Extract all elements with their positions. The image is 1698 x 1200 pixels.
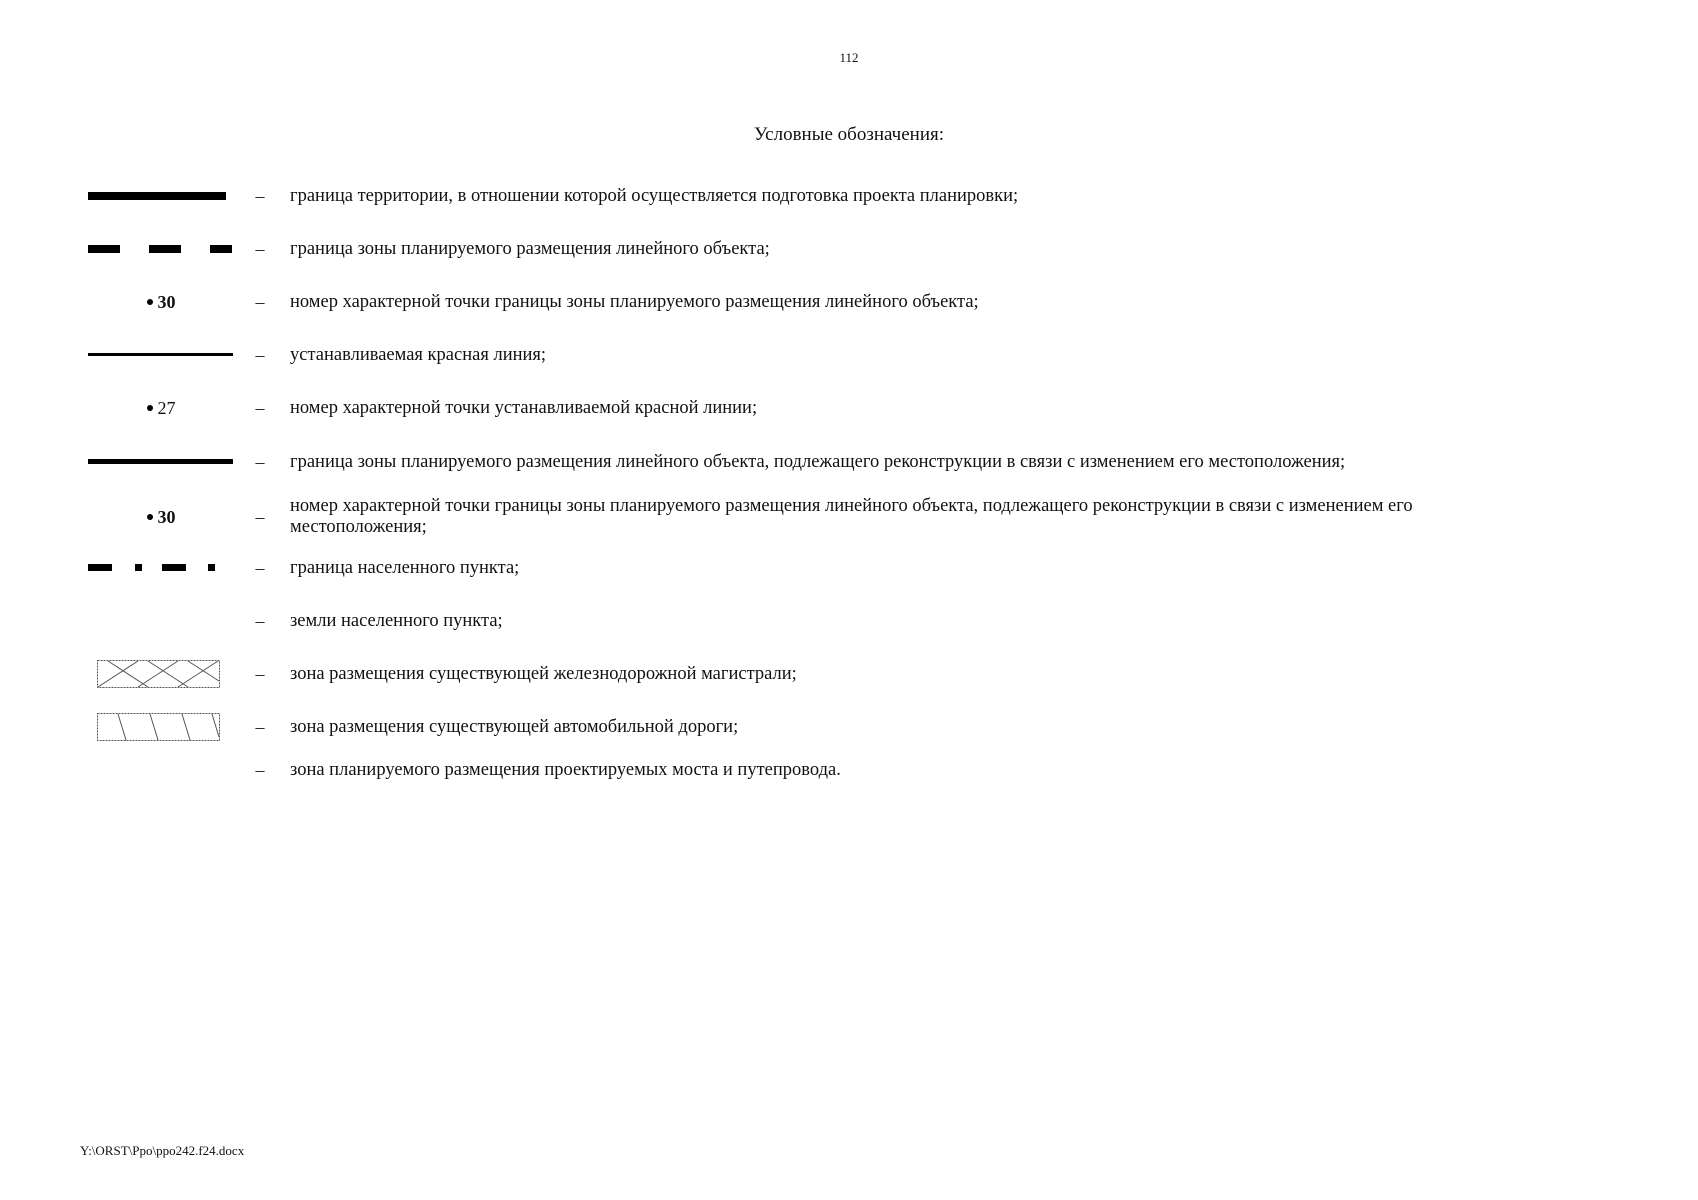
dash-dot-line-symbol (88, 548, 234, 588)
point-dot-icon (147, 405, 153, 411)
legend-description: граница зоны планируемого размещения линейного объекта, подлежащего реконструкции в связи с изменением его местоположения; (290, 451, 1346, 472)
legend-dash: – (255, 186, 265, 206)
legend-row-red-line (0, 335, 1698, 375)
legend-row-reconstruction-point-number (0, 495, 1698, 539)
legend-row-linear-object-zone (0, 229, 1698, 269)
legend-row-bridge-zone (0, 750, 1698, 790)
legend-description: номер характерной точки границы зоны планируемого размещения линейного объекта; (290, 291, 979, 312)
thick-dashed-line-symbol (88, 229, 234, 269)
point-dot-icon (147, 299, 153, 305)
page-number: 112 (839, 50, 859, 65)
point-number: 30 (157, 507, 176, 527)
thick-solid-line-symbol (88, 176, 234, 216)
legend-description: зона размещения существующей автомобильной дороги; (290, 716, 739, 737)
thin-solid-line-symbol (88, 335, 234, 375)
empty-symbol (88, 750, 234, 790)
legend-description: граница зоны планируемого размещения линейного объекта; (290, 238, 770, 259)
point-dot-icon (147, 514, 153, 520)
legend-title: Условные обозначения: (753, 124, 945, 145)
legend-description: номер характерной точки устанавливаемой красной линии; (290, 397, 758, 418)
legend-dash: – (255, 717, 265, 737)
legend-row-settlement-lands (0, 601, 1698, 641)
legend-description: устанавливаемая красная линия; (290, 344, 547, 365)
legend-row-road-zone (0, 707, 1698, 747)
legend-dash: – (255, 611, 265, 631)
legend-description: зона размещения существующей железнодорожной магистрали; (290, 663, 797, 684)
legend-dash: – (255, 292, 265, 312)
cross-hatch-box-symbol (88, 654, 234, 694)
legend-dash: – (255, 452, 265, 472)
point-number: 27 (157, 398, 176, 418)
empty-symbol (88, 601, 234, 641)
bold-point-symbol (88, 495, 234, 539)
legend-row-railway-zone (0, 654, 1698, 694)
file-path-footer: Y:\ORST\Ppo\ppo242.f24.docx (80, 1143, 245, 1158)
point-number: 30 (157, 292, 176, 312)
legend-dash: – (255, 558, 265, 578)
legend-row-red-line-point-number (0, 388, 1698, 428)
legend-description: граница населенного пункта; (290, 557, 520, 578)
bold-point-symbol (88, 282, 234, 322)
legend-row-zone-point-number (0, 282, 1698, 322)
diagonal-hatch-box-symbol (88, 707, 234, 747)
legend-dash: – (255, 760, 265, 780)
legend-description: земли населенного пункта; (290, 610, 503, 631)
legend-dash: – (255, 398, 265, 418)
legend-dash: – (255, 239, 265, 259)
legend-row-reconstruction-zone (0, 442, 1698, 482)
legend-dash: – (255, 345, 265, 365)
regular-point-symbol (88, 388, 234, 428)
legend-description: зона планируемого размещения проектируемых моста и путепровода. (290, 759, 841, 780)
legend-description: номер характерной точки границы зоны планируемого размещения линейного объекта, подлежащего реконструкции в связи с изменением его местоположения; (290, 496, 1413, 537)
legend-dash: – (255, 664, 265, 684)
medium-solid-line-symbol (88, 442, 234, 482)
legend-dash: – (255, 507, 265, 527)
legend-row-territory-boundary (0, 176, 1698, 216)
legend-row-settlement-boundary (0, 548, 1698, 588)
legend-description: граница территории, в отношении которой осуществляется подготовка проекта планировки; (290, 185, 1019, 206)
